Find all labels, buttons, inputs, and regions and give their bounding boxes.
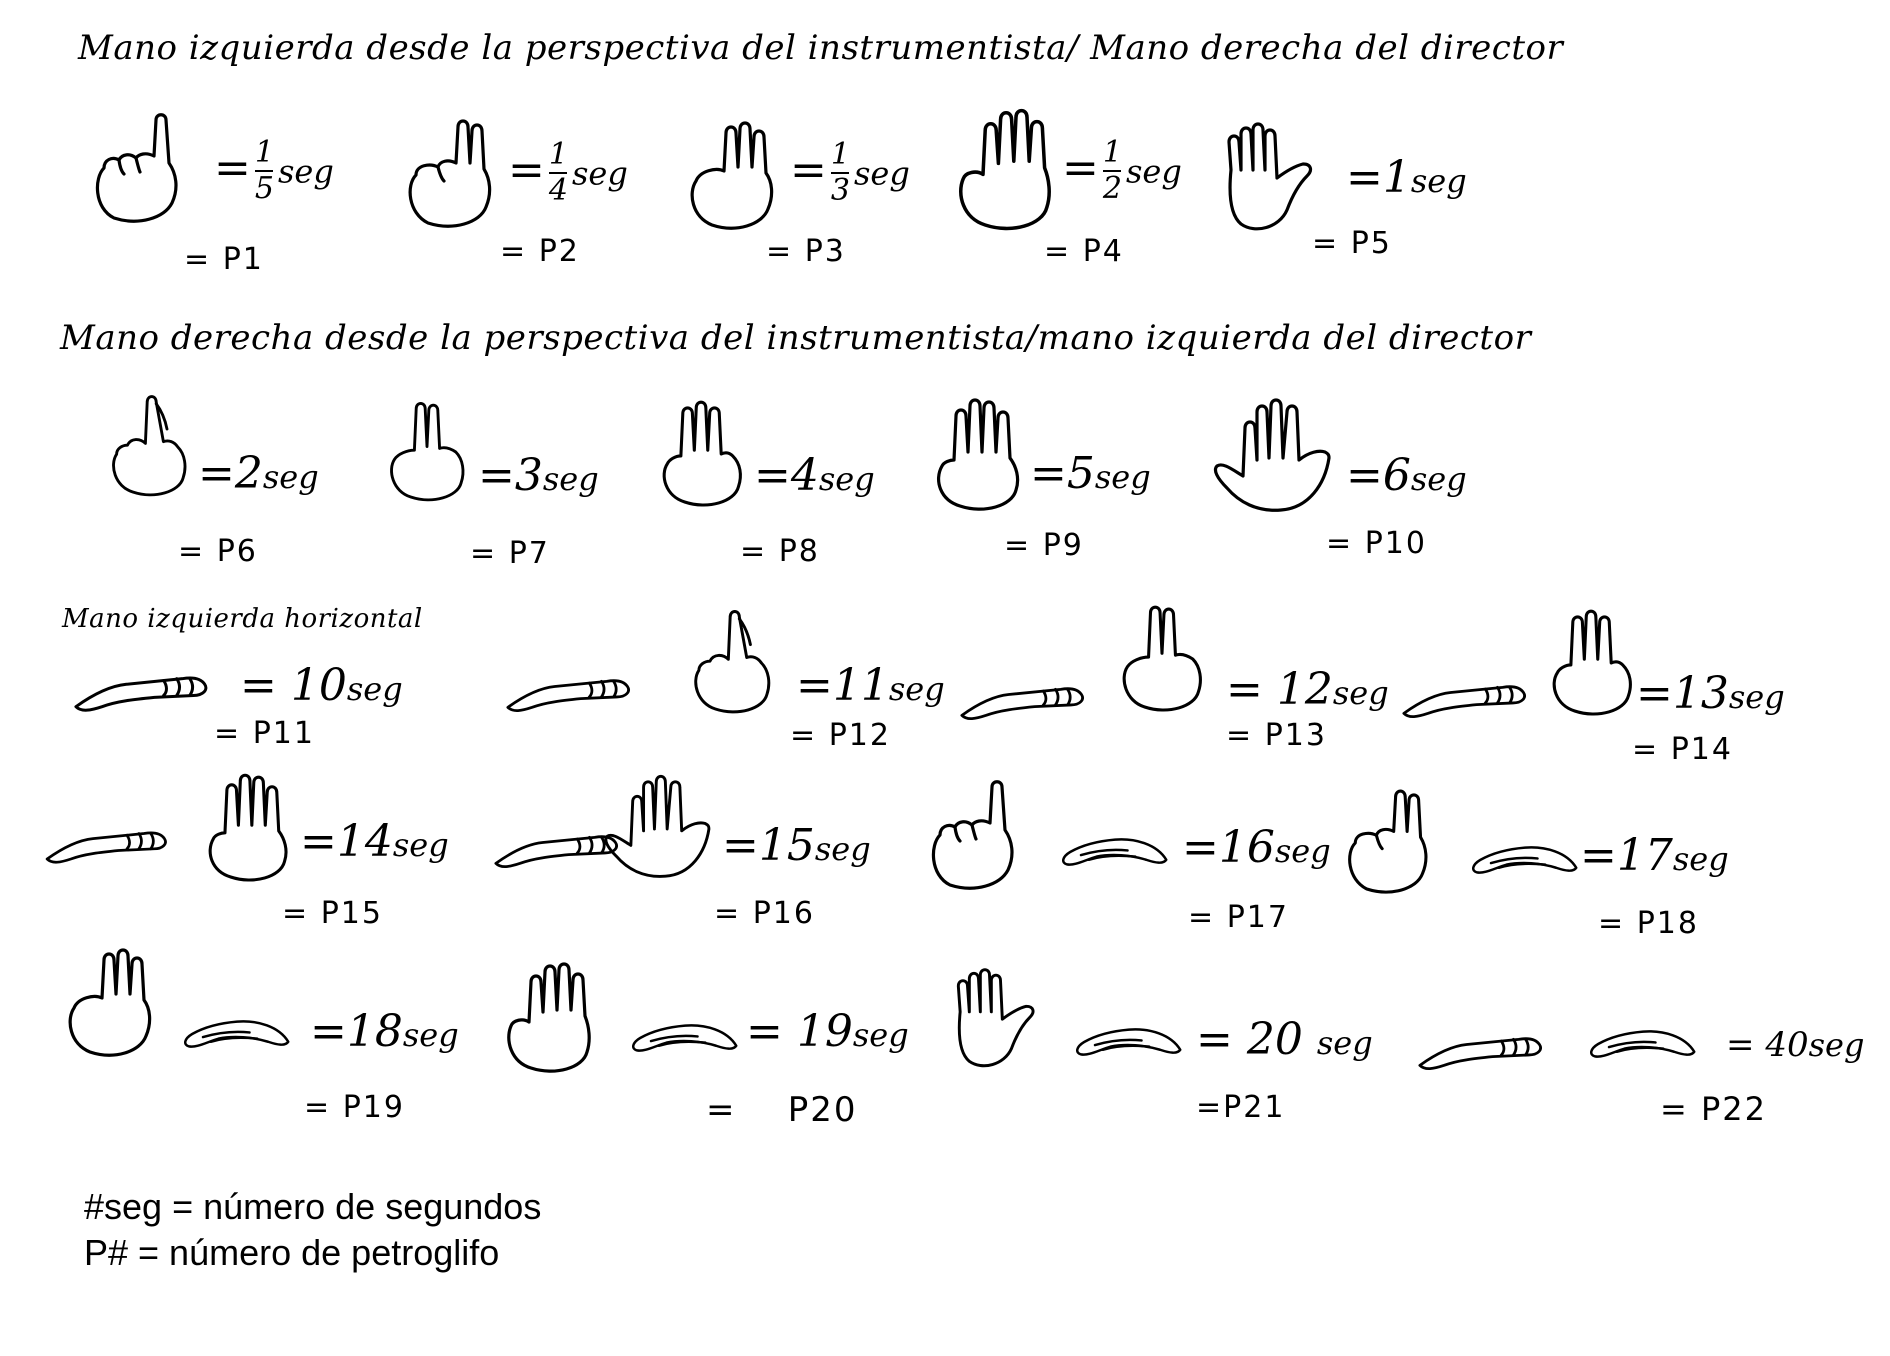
petroglyph-number: P15 xyxy=(320,896,383,931)
equals-sign: = xyxy=(478,450,515,501)
duration-value: 13 xyxy=(1672,668,1729,719)
duration-p2 xyxy=(508,137,628,208)
petroglyph-number: P11 xyxy=(252,716,315,751)
unit-label: seg xyxy=(571,154,628,193)
duration-value: 5 xyxy=(1066,448,1095,499)
hand-three-fingers-icon xyxy=(1544,602,1640,724)
equals-sign: = xyxy=(766,234,794,269)
hand-five-fingers-icon xyxy=(1204,398,1344,518)
petroglyph-label-p11 xyxy=(214,716,315,751)
equals-sign: = xyxy=(1580,830,1617,881)
horizontal-hand-icon xyxy=(42,816,178,868)
petroglyph-number: P3 xyxy=(804,234,846,269)
duration-value: 12 xyxy=(1276,664,1333,715)
equals-sign: = xyxy=(508,144,545,196)
horizontal-hand-icon xyxy=(70,660,220,716)
unit-label: seg xyxy=(852,1016,909,1054)
petroglyph-number: P6 xyxy=(216,534,258,569)
fraction-numerator: 1 xyxy=(830,137,850,172)
unit-label: seg xyxy=(1094,458,1151,496)
hand-two-fingers-icon xyxy=(398,108,498,238)
equals-sign: = xyxy=(1660,1090,1689,1128)
unit-label: seg xyxy=(402,1016,459,1054)
duration-p12 xyxy=(796,660,945,711)
unit-label: seg xyxy=(1316,1024,1373,1062)
petroglyph-number: P9 xyxy=(1042,528,1084,563)
fraction-denominator: 3 xyxy=(830,173,850,208)
legend-seconds: #seg = número de segundos xyxy=(84,1186,542,1227)
petroglyph-label-p12 xyxy=(790,718,891,753)
duration-p18 xyxy=(1580,830,1729,881)
duration-value: 20 xyxy=(1246,1014,1303,1065)
equals-sign: = xyxy=(282,896,310,931)
fraction-denominator: 4 xyxy=(548,173,568,208)
unit-label: seg xyxy=(1125,152,1182,191)
duration-p15 xyxy=(300,816,449,867)
horizontal-hand-icon xyxy=(956,672,1096,724)
duration-p1 xyxy=(214,135,334,206)
petroglyph-number: P14 xyxy=(1670,732,1733,767)
petroglyph-number: P20 xyxy=(787,1090,858,1130)
petroglyph-label-p8 xyxy=(740,534,820,569)
duration-value: 2 xyxy=(234,448,263,499)
unit-label: seg xyxy=(1274,832,1331,870)
petroglyph-label-p19 xyxy=(304,1090,405,1125)
duration-p17 xyxy=(1182,822,1331,873)
equals-sign: = xyxy=(240,660,277,711)
unit-label: seg xyxy=(277,152,334,191)
duration-value: 19 xyxy=(796,1006,853,1057)
petroglyph-label-p15 xyxy=(282,896,383,931)
equals-sign: = xyxy=(1044,234,1072,269)
duration-p16 xyxy=(722,820,871,871)
duration-value: 40 xyxy=(1765,1025,1809,1065)
equals-sign: = xyxy=(184,242,212,277)
equals-sign: = xyxy=(722,820,759,871)
petroglyph-number: P21 xyxy=(1223,1090,1286,1125)
petroglyph-label-p4 xyxy=(1044,234,1124,269)
petroglyph-number: P22 xyxy=(1700,1090,1767,1128)
hand-four-fingers-icon xyxy=(950,100,1060,240)
unit-label: seg xyxy=(346,670,403,708)
petroglyph-number: P8 xyxy=(778,534,820,569)
petroglyph-label-p20 xyxy=(706,1090,858,1130)
duration-p19 xyxy=(310,1006,459,1057)
duration-p10 xyxy=(1346,450,1467,501)
equals-sign: = xyxy=(1182,822,1219,873)
equals-sign: = xyxy=(304,1090,332,1125)
duration-p3 xyxy=(790,137,910,208)
equals-sign: = xyxy=(1636,668,1673,719)
equals-sign: = xyxy=(1226,718,1254,753)
petroglyph-label-p10 xyxy=(1326,526,1427,561)
petroglyph-number: P1 xyxy=(222,242,264,277)
equals-sign: = xyxy=(740,534,768,569)
duration-value: 3 xyxy=(514,450,543,501)
hand-one-finger-icon xyxy=(84,98,184,238)
duration-value: 1 xyxy=(1382,152,1411,203)
hand-one-finger-icon xyxy=(686,604,778,722)
heading-row-1: Mano izquierda desde la perspectiva del instrumentista/ Mano derecha del director xyxy=(78,28,1564,68)
horizontal-hand-icon xyxy=(502,664,642,716)
petroglyph-label-p21 xyxy=(1196,1090,1285,1125)
hand-four-fingers-icon xyxy=(496,958,602,1078)
equals-sign: = xyxy=(1312,226,1340,261)
legend-petroglyph: P# = número de petroglifo xyxy=(84,1232,500,1273)
equals-sign: = xyxy=(500,234,528,269)
duration-p6 xyxy=(198,448,319,499)
petroglyph-number: P12 xyxy=(828,718,891,753)
unit-label: seg xyxy=(392,826,449,864)
equals-sign: = xyxy=(1598,906,1626,941)
equals-sign: = xyxy=(1632,732,1660,767)
petroglyph-label-p18 xyxy=(1598,906,1699,941)
unit-label: seg xyxy=(888,670,945,708)
duration-value: 10 xyxy=(290,660,347,711)
equals-sign: = xyxy=(214,716,242,751)
horizontal-hand-icon xyxy=(1414,1022,1554,1074)
petroglyph-label-p2 xyxy=(500,234,580,269)
duration-p13 xyxy=(1226,664,1389,715)
equals-sign: = xyxy=(790,718,818,753)
petroglyph-number: P2 xyxy=(538,234,580,269)
fraction xyxy=(548,137,568,208)
duration-value: 6 xyxy=(1382,450,1411,501)
duration-value: 18 xyxy=(346,1006,403,1057)
unit-label: seg xyxy=(1728,678,1785,716)
horizontal-hand-icon xyxy=(1050,828,1174,876)
petroglyph-label-p14 xyxy=(1632,732,1733,767)
heading-row-3: Mano izquierda horizontal xyxy=(62,604,423,634)
hand-five-fingers-icon xyxy=(600,770,718,888)
petroglyph-label-p22 xyxy=(1660,1090,1767,1128)
hand-four-fingers-icon xyxy=(928,396,1028,516)
petroglyph-number: P5 xyxy=(1350,226,1392,261)
duration-value: 4 xyxy=(790,450,819,501)
horizontal-hand-icon xyxy=(1398,670,1538,722)
equals-sign: = xyxy=(178,534,206,569)
hand-one-finger-icon xyxy=(104,382,194,512)
hand-five-fingers-icon xyxy=(944,966,1068,1076)
petroglyph-number: P7 xyxy=(508,536,550,571)
fraction-numerator: 1 xyxy=(548,137,568,172)
horizontal-hand-icon xyxy=(1064,1018,1188,1066)
equals-sign: = xyxy=(1004,528,1032,563)
equals-sign: = xyxy=(1346,152,1383,203)
duration-p22 xyxy=(1726,1025,1865,1065)
unit-label: seg xyxy=(1410,162,1467,200)
unit-label: seg xyxy=(262,458,319,496)
horizontal-hand-icon xyxy=(1578,1020,1702,1068)
equals-sign: = xyxy=(754,450,791,501)
duration-value: 14 xyxy=(336,816,393,867)
equals-sign: = xyxy=(1726,1025,1755,1065)
fraction xyxy=(254,135,274,206)
duration-value: 11 xyxy=(832,660,889,711)
petroglyph-label-p13 xyxy=(1226,718,1327,753)
petroglyph-label-p9 xyxy=(1004,528,1084,563)
hand-three-fingers-icon xyxy=(680,110,780,240)
fraction xyxy=(1102,135,1122,206)
equals-sign: = xyxy=(310,1006,347,1057)
unit-label: seg xyxy=(1410,460,1467,498)
horizontal-hand-icon xyxy=(1460,836,1584,884)
equals-sign: = xyxy=(714,896,742,931)
petroglyph-label-p1 xyxy=(184,242,264,277)
equals-sign: = xyxy=(1188,900,1216,935)
unit-label: seg xyxy=(1672,840,1729,878)
petroglyph-label-p7 xyxy=(470,536,550,571)
equals-sign: = xyxy=(300,816,337,867)
duration-p20 xyxy=(746,1006,909,1057)
unit-label: seg xyxy=(853,154,910,193)
fraction-numerator: 1 xyxy=(254,135,274,170)
petroglyph-label-p6 xyxy=(178,534,258,569)
hand-two-fingers-icon xyxy=(382,392,472,512)
duration-value: 16 xyxy=(1218,822,1275,873)
equals-sign: = xyxy=(706,1090,737,1130)
petroglyph-label-p16 xyxy=(714,896,815,931)
equals-sign: = xyxy=(1196,1014,1233,1065)
duration-value: 17 xyxy=(1616,830,1673,881)
petroglyph-number: P4 xyxy=(1082,234,1124,269)
petroglyph-number: P17 xyxy=(1226,900,1289,935)
equals-sign: = xyxy=(1196,1090,1224,1125)
petroglyph-label-p3 xyxy=(766,234,846,269)
petroglyph-number: P18 xyxy=(1636,906,1699,941)
hand-two-fingers-icon xyxy=(1114,600,1210,718)
equals-sign: = xyxy=(1326,526,1354,561)
unit-label: seg xyxy=(542,460,599,498)
petroglyph-label-p17 xyxy=(1188,900,1289,935)
duration-p8 xyxy=(754,450,875,501)
equals-sign: = xyxy=(1030,448,1067,499)
equals-sign: = xyxy=(746,1006,783,1057)
duration-p9 xyxy=(1030,448,1151,499)
equals-sign: = xyxy=(796,660,833,711)
equals-sign: = xyxy=(1346,450,1383,501)
petroglyph-number: P10 xyxy=(1364,526,1427,561)
fraction-numerator: 1 xyxy=(1102,135,1122,170)
unit-label: seg xyxy=(1808,1026,1865,1064)
duration-p14 xyxy=(1636,668,1785,719)
hand-one-finger-icon xyxy=(920,770,1020,900)
petroglyph-number: P13 xyxy=(1264,718,1327,753)
equals-sign: = xyxy=(214,142,251,194)
unit-label: seg xyxy=(814,830,871,868)
hand-five-fingers-icon xyxy=(1216,120,1346,240)
hand-four-fingers-icon xyxy=(200,770,296,888)
equals-sign: = xyxy=(1062,142,1099,194)
equals-sign: = xyxy=(470,536,498,571)
horizontal-hand-icon xyxy=(620,1014,744,1062)
duration-p7 xyxy=(478,450,599,501)
heading-row-2: Mano derecha desde la perspectiva del instrumentista/mano izquierda del director xyxy=(60,318,1532,358)
duration-p11 xyxy=(240,660,403,711)
equals-sign: = xyxy=(790,144,827,196)
duration-p5 xyxy=(1346,152,1467,203)
horizontal-hand-icon xyxy=(172,1010,296,1058)
petroglyph-number: P19 xyxy=(342,1090,405,1125)
duration-p4 xyxy=(1062,135,1182,206)
petroglyph-label-p5 xyxy=(1312,226,1392,261)
hand-three-fingers-icon xyxy=(58,940,158,1064)
equals-sign: = xyxy=(198,448,235,499)
duration-p21 xyxy=(1196,1014,1373,1065)
equals-sign: = xyxy=(1226,664,1263,715)
fraction-denominator: 5 xyxy=(254,171,274,206)
hand-three-fingers-icon xyxy=(654,394,750,514)
duration-value: 15 xyxy=(758,820,815,871)
hand-two-fingers-icon xyxy=(1338,782,1434,900)
unit-label: seg xyxy=(1332,674,1389,712)
unit-label: seg xyxy=(818,460,875,498)
fraction-denominator: 2 xyxy=(1102,171,1122,206)
fraction xyxy=(830,137,850,208)
petroglyph-number: P16 xyxy=(752,896,815,931)
